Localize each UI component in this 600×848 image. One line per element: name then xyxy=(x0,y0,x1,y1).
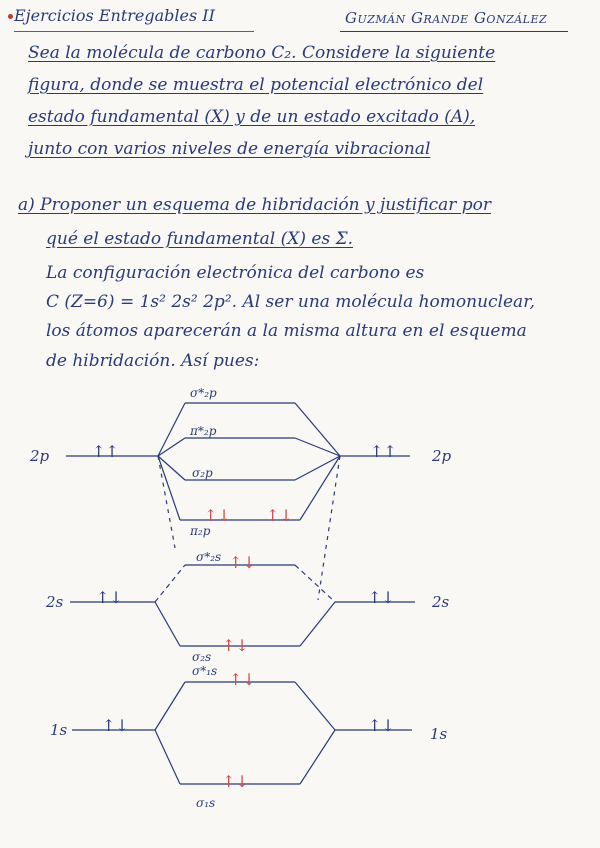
connector-line xyxy=(155,565,185,602)
electron-arrows-2p-left: ↑↑ xyxy=(92,442,119,461)
answer-line: C (Z=6) = 1s² 2s² 2p². Al ser una molécula homonuclear, xyxy=(46,292,535,312)
answer-line: los átomos aparecerán a la misma altura en el esquema xyxy=(46,321,527,341)
header-title: Ejercicios Entregables II xyxy=(14,6,215,25)
connector-line xyxy=(300,602,335,646)
atomic-label-2s-left: 2s xyxy=(46,593,64,611)
statement-line: junto con varios niveles de energía vibracional xyxy=(28,139,431,159)
electron-arrows-2s-right: ↑↓ xyxy=(368,588,395,607)
question-a-line: qué el estado fundamental (X) es Σ. xyxy=(46,229,353,249)
connector-line xyxy=(295,682,335,730)
electron-arrows-sigma-2s: ↑↓ xyxy=(222,636,249,655)
mo-label-sigma-1s-star: σ*₁s xyxy=(192,664,218,678)
connector-line xyxy=(295,438,340,456)
electron-arrows-1s-left: ↑↓ xyxy=(102,716,129,735)
statement-line: Sea la molécula de carbono C₂. Considere la siguiente xyxy=(28,43,496,63)
question-a-line: a) Proponer un esquema de hibridación y justificar por xyxy=(18,195,491,215)
mo-label-sigma-2p-star: σ*₂p xyxy=(190,386,217,400)
electron-arrows-sigma-1s-star: ↑↓ xyxy=(229,670,256,689)
statement-line: estado fundamental (X) y de un estado excitado (A), xyxy=(28,107,476,127)
electron-arrows-sigma-2s-star: ↑↓ xyxy=(229,553,256,572)
atomic-label-2p-left: 2p xyxy=(30,447,50,465)
atomic-label-1s-left: 1s xyxy=(50,721,68,739)
connector-line xyxy=(155,730,180,784)
electron-arrows-pi-2p-b: ↑↓ xyxy=(266,506,293,525)
electron-arrows-2p-right: ↑↑ xyxy=(370,442,397,461)
answer-line: La configuración electrónica del carbono es xyxy=(46,263,425,283)
mo-label-sigma-2p: σ₂p xyxy=(192,466,213,480)
mo-label-sigma-2s: σ₂s xyxy=(192,650,212,664)
electron-arrows-sigma-1s: ↑↓ xyxy=(222,772,249,791)
connector-line xyxy=(158,456,175,548)
electron-arrows-pi-2p-a: ↑↓ xyxy=(204,506,231,525)
answer-line: de hibridación. Así pues: xyxy=(46,351,260,371)
atomic-label-2p-right: 2p xyxy=(432,447,452,465)
connector-line xyxy=(158,403,185,456)
mo-label-pi-2p-star: π*₂p xyxy=(190,424,217,438)
header-author: Guzmán Grande González xyxy=(345,9,548,27)
mo-label-sigma-2s-star: σ*₂s xyxy=(196,550,222,564)
connector-line xyxy=(300,730,335,784)
atomic-label-2s-right: 2s xyxy=(432,593,450,611)
mo-label-pi-2p: π₂p xyxy=(190,524,211,538)
connector-line xyxy=(155,602,180,646)
electron-arrows-1s-right: ↑↓ xyxy=(368,716,395,735)
connector-line xyxy=(295,403,340,456)
connector-line xyxy=(295,456,340,480)
connector-line xyxy=(295,565,335,602)
atomic-label-1s-right: 1s xyxy=(430,725,448,743)
electron-arrows-2s-left: ↑↓ xyxy=(96,588,123,607)
statement-line: figura, donde se muestra el potencial electrónico del xyxy=(28,75,484,95)
connector-line xyxy=(318,456,340,600)
mo-label-sigma-1s: σ₁s xyxy=(196,796,216,810)
connector-line xyxy=(155,682,185,730)
connector-line xyxy=(300,456,340,520)
